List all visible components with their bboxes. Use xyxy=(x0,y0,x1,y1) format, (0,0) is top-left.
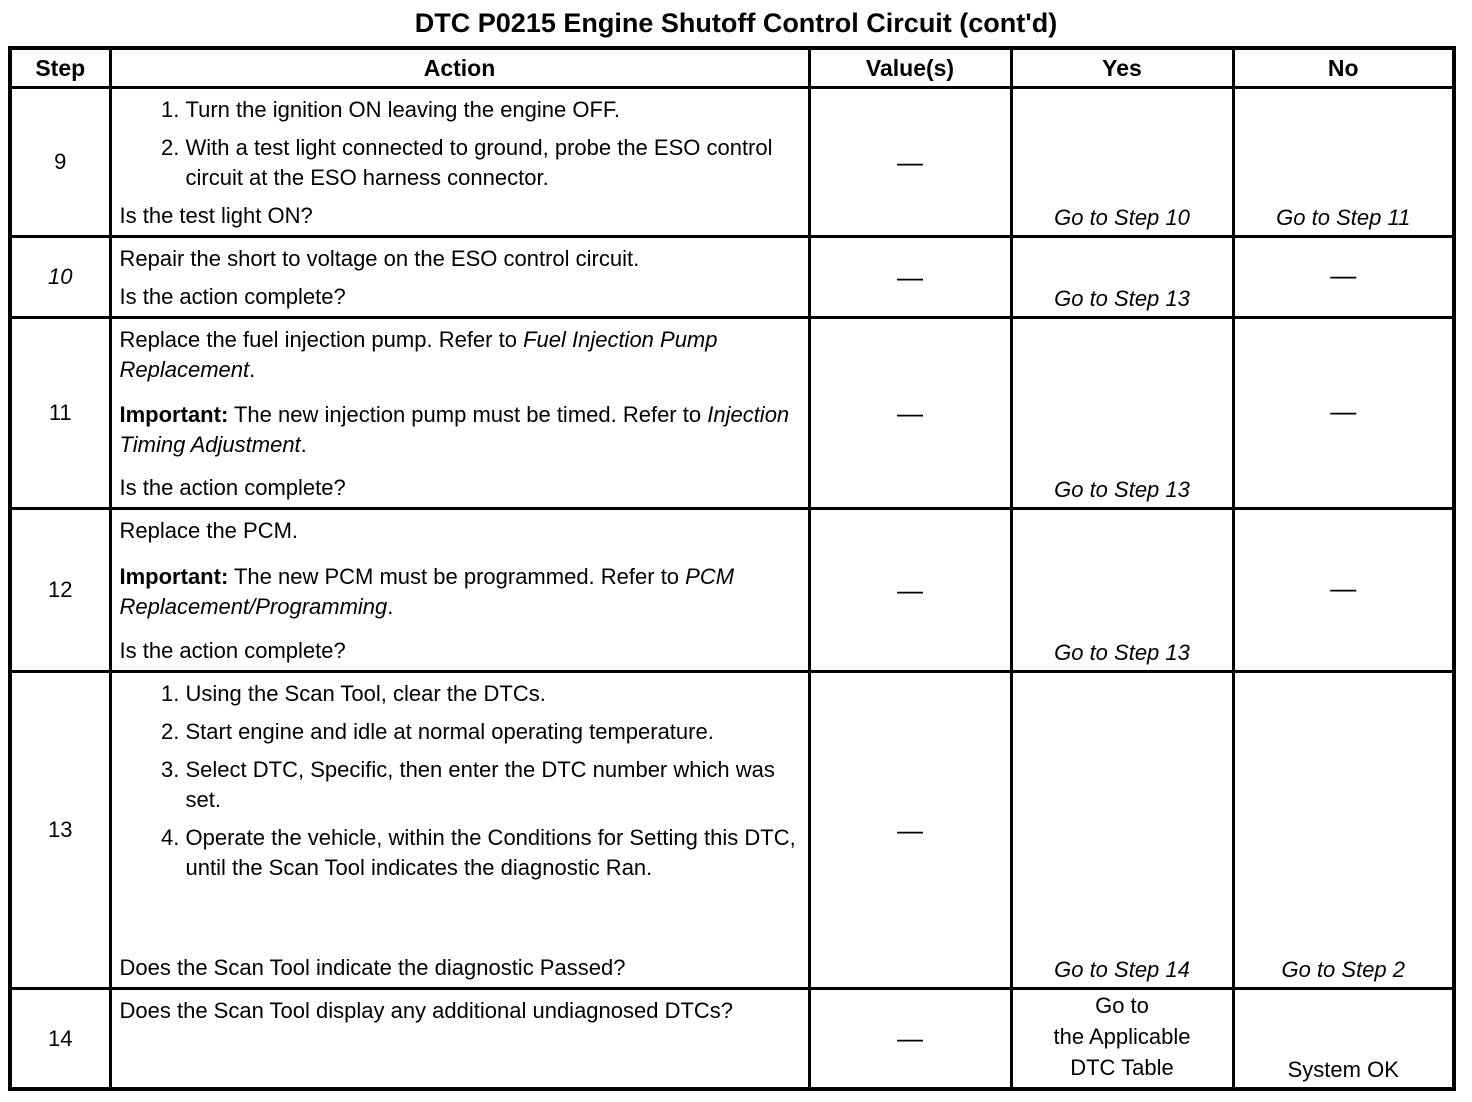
action-item: 3. Select DTC, Specific, then enter the DTC number which was set. xyxy=(186,755,800,815)
yes-link[interactable]: Go to Step 10 xyxy=(1011,88,1233,237)
no-value: — xyxy=(1233,237,1454,318)
action-cell xyxy=(110,989,809,1090)
action-question: Is the action complete? xyxy=(119,638,346,663)
table-row-step-14 xyxy=(10,989,1454,1090)
action-list xyxy=(120,679,800,891)
header-row xyxy=(10,48,1454,88)
action-cell xyxy=(110,672,809,989)
action-list xyxy=(120,95,800,201)
table-row-step-11 xyxy=(10,318,1454,509)
header-yes: Yes xyxy=(1011,48,1233,88)
action-cell xyxy=(110,318,809,509)
action-text-post: . xyxy=(249,357,256,382)
action-text: Replace the PCM. xyxy=(119,518,299,543)
action-item: 4. Operate the vehicle, within the Conditions for Setting this DTC, until the Scan Tool indicates the diagnostic Ran. xyxy=(186,823,800,883)
dtc-table xyxy=(8,46,1456,1091)
no-link[interactable]: Go to Step 11 xyxy=(1233,88,1454,237)
action-item: 1. Turn the ignition ON leaving the engine OFF. xyxy=(186,95,800,125)
action-question: Is the action complete? xyxy=(119,284,346,309)
table-row-step-13 xyxy=(10,672,1454,989)
reference-link[interactable]: PCM Replacement/Programming xyxy=(119,563,735,619)
step-number: 13 xyxy=(10,672,110,989)
value-cell: — xyxy=(809,88,1011,237)
action-text xyxy=(120,325,800,385)
important-label: Important: xyxy=(119,401,229,427)
yes-link[interactable] xyxy=(1011,989,1233,1090)
important-text-post: . xyxy=(387,593,394,619)
important-text-post: . xyxy=(300,431,307,457)
action-question: Does the Scan Tool indicate the diagnostic Passed? xyxy=(119,955,626,980)
table-row-step-10 xyxy=(10,237,1454,318)
step-number: 11 xyxy=(10,318,110,509)
yes-line: Go to xyxy=(1095,993,1149,1018)
action-cell xyxy=(110,509,809,672)
no-value: — xyxy=(1233,318,1454,509)
no-value: — xyxy=(1233,509,1454,672)
yes-link[interactable]: Go to Step 13 xyxy=(1011,237,1233,318)
action-text-pre: Replace the fuel injection pump. Refer to xyxy=(119,327,524,352)
value-cell: — xyxy=(809,989,1011,1090)
yes-line: DTC Table xyxy=(1070,1055,1174,1080)
header-values: Value(s) xyxy=(809,48,1011,88)
action-question: Does the Scan Tool display any additional undiagnosed DTCs? xyxy=(119,998,734,1023)
value-cell: — xyxy=(809,237,1011,318)
table-row-step-12 xyxy=(10,509,1454,672)
value-cell: — xyxy=(809,318,1011,509)
important-label: Important: xyxy=(119,563,229,589)
yes-link[interactable]: Go to Step 13 xyxy=(1011,509,1233,672)
important-text: The new PCM must be programmed. Refer to xyxy=(228,563,686,589)
action-item: 2. With a test light connected to ground, probe the ESO control circuit at the ESO harness connector. xyxy=(186,133,800,193)
page-title: DTC P0215 Engine Shutoff Control Circuit (cont'd) xyxy=(414,8,1058,38)
important-note xyxy=(120,562,800,622)
step-number: 10 xyxy=(10,237,110,318)
value-cell: — xyxy=(809,672,1011,989)
step-number: 9 xyxy=(10,88,110,237)
important-note xyxy=(120,400,800,460)
action-question: Is the action complete? xyxy=(119,475,346,500)
action-item: 2. Start engine and idle at normal operating temperature. xyxy=(186,717,800,747)
action-item: 1. Using the Scan Tool, clear the DTCs. xyxy=(186,679,800,709)
table-row-step-9 xyxy=(10,88,1454,237)
header-action: Action xyxy=(110,48,809,88)
header-no: No xyxy=(1233,48,1454,88)
reference-link[interactable]: Fuel Injection Pump Replacement xyxy=(119,327,718,382)
action-question: Is the test light ON? xyxy=(119,203,313,228)
action-text: Repair the short to voltage on the ESO control circuit. xyxy=(119,246,640,271)
no-link[interactable]: Go to Step 2 xyxy=(1233,672,1454,989)
step-number: 12 xyxy=(10,509,110,672)
header-step: Step xyxy=(10,48,110,88)
action-cell xyxy=(110,88,809,237)
action-cell xyxy=(110,237,809,318)
reference-link[interactable]: Injection Timing Adjustment xyxy=(119,401,790,457)
yes-link[interactable]: Go to Step 13 xyxy=(1011,318,1233,509)
yes-line: the Applicable xyxy=(1053,1024,1191,1049)
no-result: System OK xyxy=(1233,989,1454,1090)
value-cell: — xyxy=(809,509,1011,672)
yes-link[interactable]: Go to Step 14 xyxy=(1011,672,1233,989)
important-text: The new injection pump must be timed. Refer to xyxy=(228,401,708,427)
step-number: 14 xyxy=(10,989,110,1090)
